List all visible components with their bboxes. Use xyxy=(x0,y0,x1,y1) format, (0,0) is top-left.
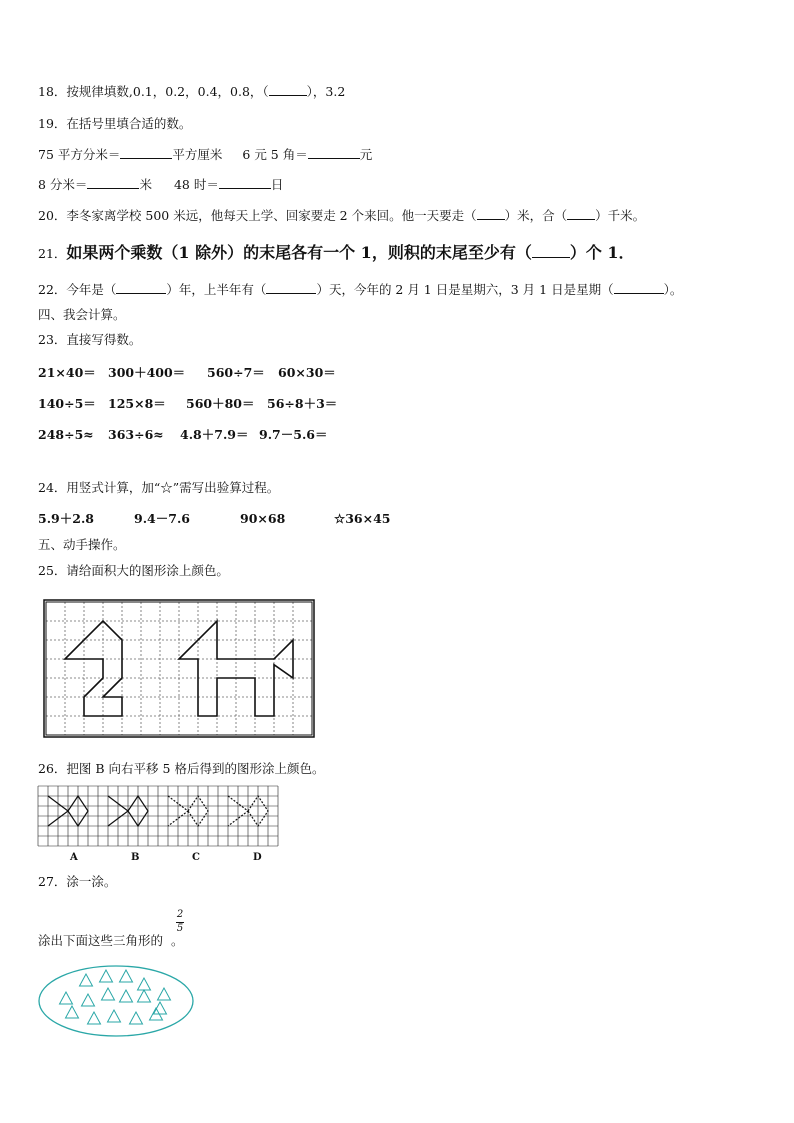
answer-blank[interactable] xyxy=(477,208,505,220)
question-27 xyxy=(38,874,116,890)
answer-blank[interactable] xyxy=(266,282,316,294)
question-number: 25． xyxy=(38,563,67,578)
question-number: 26． xyxy=(38,761,67,776)
oval-outline xyxy=(39,966,193,1036)
question-text: 把图 B 向右平移 5 格后得到的图形涂上颜色。 xyxy=(66,761,325,776)
question-23 xyxy=(38,332,141,348)
vertical-calc-item: ☆36×45 xyxy=(334,511,391,526)
question-19-row-1 xyxy=(38,147,372,163)
conversion-text: 48 时＝ xyxy=(173,177,219,192)
question-20 xyxy=(38,208,645,224)
question-text: 如果两个乘数（1 除外）的末尾各有一个 1，则积的末尾至少有（ xyxy=(66,243,532,262)
figure-label-b: B xyxy=(131,852,140,863)
answer-blank[interactable] xyxy=(614,282,664,294)
vertical-calc-item: 90×68 xyxy=(240,511,286,526)
triangle-oval xyxy=(38,964,196,1038)
question-18 xyxy=(38,84,345,100)
question-text-end: ），3.2 xyxy=(306,84,346,99)
calc-item: 21×40＝ xyxy=(38,365,96,380)
calc-item: 4.8＋7.9＝ xyxy=(180,427,249,442)
question-number: 19． xyxy=(38,116,67,131)
fraction-numerator: 2 xyxy=(176,909,184,920)
vertical-calc-item: 5.9＋2.8 xyxy=(38,511,94,526)
question-number: 27． xyxy=(38,874,67,889)
question-text: ）米，合（ xyxy=(504,208,568,223)
question-text: 李冬家离学校 500 米远，他每天上学、回家要走 2 个来回。他一天要走（ xyxy=(66,208,477,223)
answer-blank[interactable] xyxy=(87,177,139,189)
triangle-icon xyxy=(88,1012,101,1024)
triangle-icon xyxy=(138,990,151,1002)
figure-label-a: A xyxy=(70,852,78,863)
instruction-text: 涂出下面这些三角形的 xyxy=(38,933,164,948)
fraction-denominator: 5 xyxy=(176,923,184,934)
calc-item: 56÷8＋3＝ xyxy=(267,396,338,411)
triangle-icon xyxy=(66,1006,79,1018)
triangle-icon xyxy=(60,992,73,1004)
section-5-heading: 五、动手操作。 xyxy=(38,537,126,552)
question-text: ）年，上半年有（ xyxy=(166,282,267,297)
question-27-instruction xyxy=(38,933,184,949)
conversion-unit: 日 xyxy=(270,177,284,192)
triangle-icon xyxy=(80,974,93,986)
triangle-icon xyxy=(138,978,151,990)
question-19-row-2 xyxy=(38,177,283,193)
conversion-unit: 平方厘米 xyxy=(172,147,223,162)
question-26 xyxy=(38,761,324,777)
question-number: 20． xyxy=(38,208,67,223)
question-19 xyxy=(38,116,191,132)
question-text: 在括号里填合适的数。 xyxy=(66,116,192,131)
calc-item: 363÷6≈ xyxy=(108,427,164,442)
question-number: 22． xyxy=(38,282,67,297)
question-text: ）天，今年的 2 月 1 日是星期六，3 月 1 日是星期（ xyxy=(316,282,614,297)
vertical-calc-item: 9.4－7.6 xyxy=(134,511,190,526)
question-text: 直接写得数。 xyxy=(66,332,142,347)
calc-item: 248÷5≈ xyxy=(38,427,94,442)
question-text: 今年是（ xyxy=(66,282,117,297)
conversion-text: 75 平方分米＝ xyxy=(38,147,121,162)
question-number: 23． xyxy=(38,332,67,347)
answer-blank[interactable] xyxy=(567,208,595,220)
conversion-text: 6 元 5 角＝ xyxy=(242,147,308,162)
calc-item: 560÷7＝ xyxy=(207,365,265,380)
answer-blank[interactable] xyxy=(120,147,172,159)
area-grid-figure xyxy=(44,600,314,738)
answer-blank[interactable] xyxy=(219,177,271,189)
answer-blank[interactable] xyxy=(116,282,166,294)
figure-left xyxy=(65,621,122,716)
question-21 xyxy=(38,243,635,263)
calc-item: 300＋400＝ xyxy=(108,365,186,380)
calc-item: 9.7－5.6＝ xyxy=(259,427,328,442)
triangle-icon xyxy=(158,988,171,1000)
calc-item: 60×30＝ xyxy=(278,365,336,380)
figure-label-d: D xyxy=(253,852,262,863)
question-text: 按规律填数,0.1，0.2，0.4，0.8，（ xyxy=(66,84,269,99)
conversion-unit: 米 xyxy=(139,177,152,192)
question-text: 请给面积大的图形涂上颜色。 xyxy=(66,563,229,578)
calc-item: 125×8＝ xyxy=(108,396,166,411)
question-22 xyxy=(38,282,682,298)
triangle-icon xyxy=(120,970,133,982)
section-4-heading: 四、我会计算。 xyxy=(38,307,126,322)
question-text: ）。 xyxy=(663,282,683,297)
answer-blank[interactable] xyxy=(269,84,307,96)
figure-label-c: C xyxy=(192,852,200,863)
calc-item: 140÷5＝ xyxy=(38,396,96,411)
question-number: 24． xyxy=(38,480,67,495)
question-number: 21． xyxy=(38,246,67,261)
calc-item: 560＋80＝ xyxy=(186,396,255,411)
answer-blank[interactable] xyxy=(532,246,570,258)
question-text: 涂一涂。 xyxy=(66,874,117,889)
question-24 xyxy=(38,480,279,496)
question-text: 用竖式计算，加“☆”需写出验算过程。 xyxy=(66,480,280,495)
triangle-icon xyxy=(82,994,95,1006)
translation-grid-figure xyxy=(38,786,282,850)
answer-blank[interactable] xyxy=(308,147,360,159)
question-number: 18． xyxy=(38,84,67,99)
conversion-unit: 元 xyxy=(359,147,373,162)
triangle-icon xyxy=(130,1012,143,1024)
triangle-icon xyxy=(120,990,133,1002)
question-text: ）千米。 xyxy=(595,208,646,223)
triangle-icon xyxy=(108,1010,121,1022)
question-text: ）个 1． xyxy=(569,243,635,262)
question-25 xyxy=(38,563,229,579)
triangle-icon xyxy=(100,970,113,982)
triangle-icon xyxy=(102,988,115,1000)
instruction-end: 。 xyxy=(171,933,184,948)
conversion-text: 8 分米＝ xyxy=(38,177,88,192)
